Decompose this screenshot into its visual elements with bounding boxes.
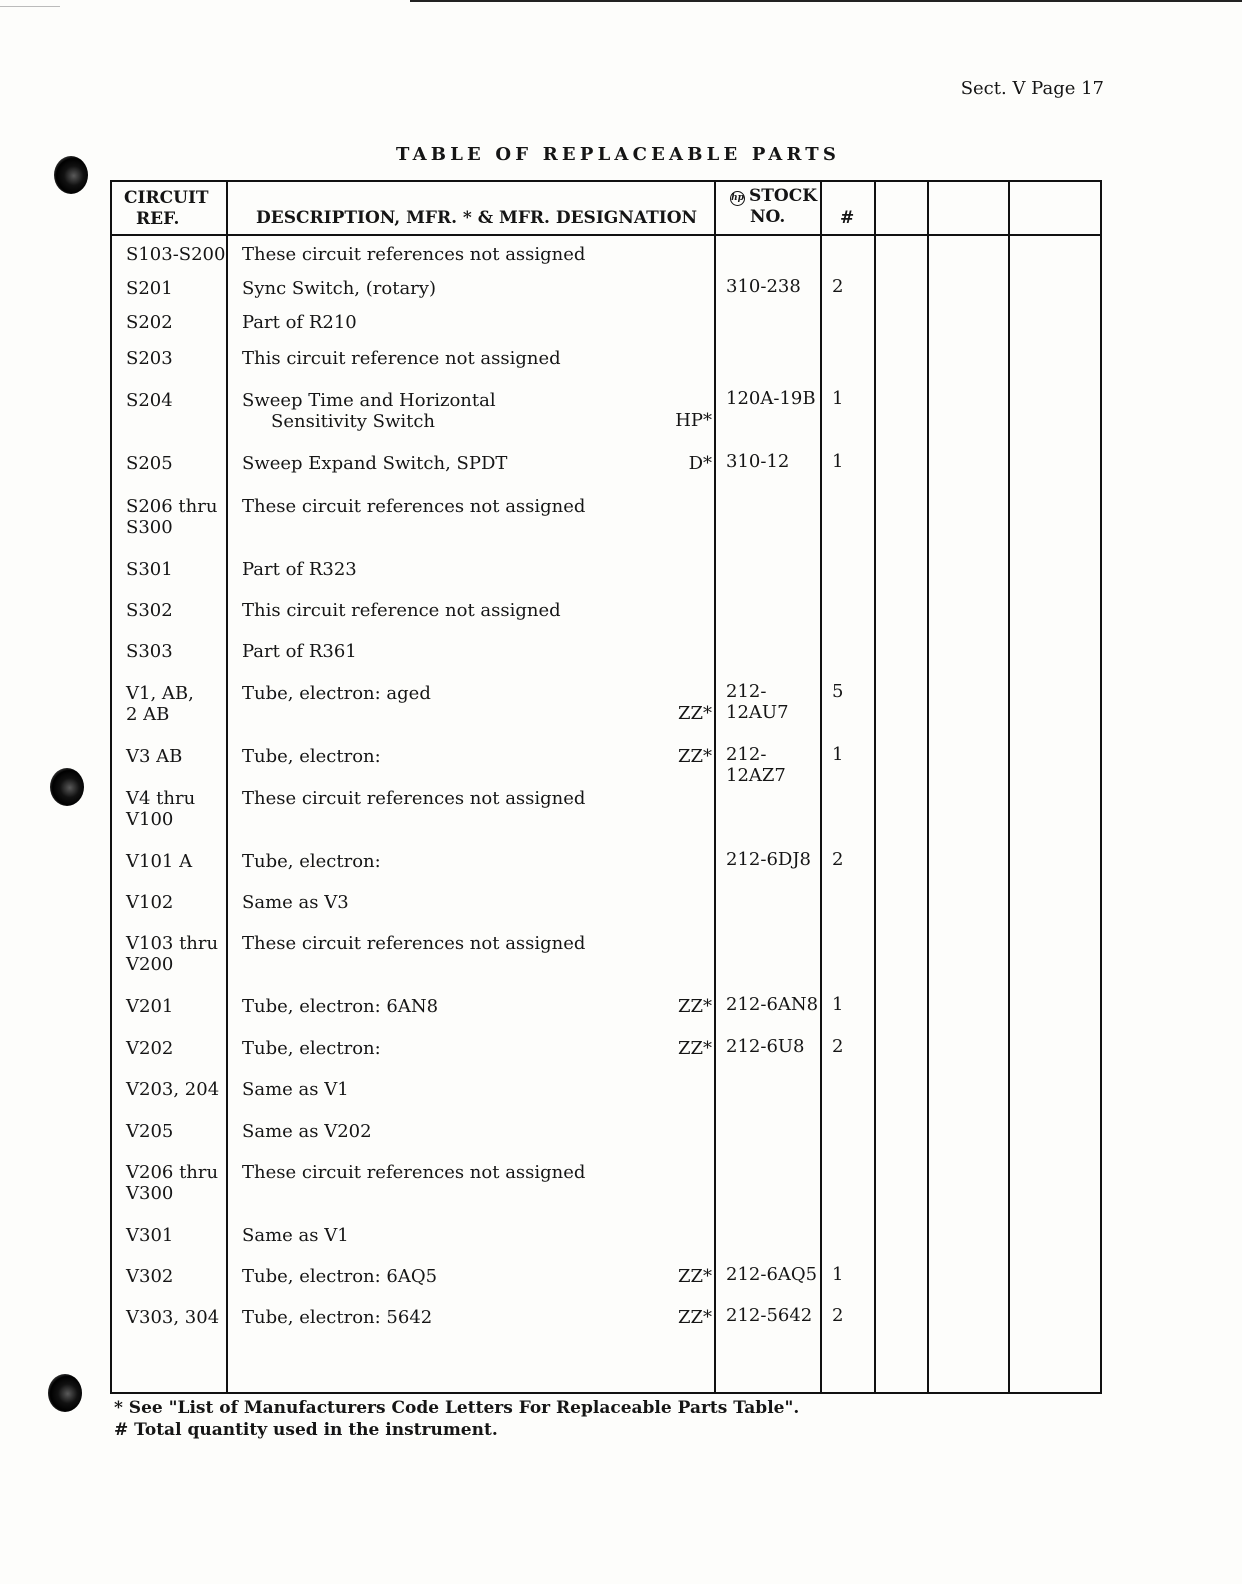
circuit-ref bbox=[126, 559, 234, 580]
description-line: Tube, electron: 6AN8 bbox=[242, 996, 439, 1017]
stock-number: 212-6U8 bbox=[726, 1036, 805, 1057]
circuit-ref-line: V201 bbox=[126, 996, 174, 1017]
description bbox=[242, 1225, 672, 1246]
manufacturer-code: HP* bbox=[675, 410, 712, 431]
description bbox=[242, 496, 672, 517]
description bbox=[242, 683, 672, 704]
table-row bbox=[112, 453, 1104, 495]
description-line: Sensitivity Switch bbox=[271, 411, 436, 432]
circuit-ref-line: V300 bbox=[126, 1183, 174, 1204]
scan-top-edge-left bbox=[0, 6, 60, 7]
quantity: 5 bbox=[832, 681, 844, 702]
circuit-ref-line: V103 thru bbox=[126, 933, 219, 954]
description-line: Same as V1 bbox=[242, 1079, 349, 1100]
description-line: Part of R323 bbox=[242, 559, 357, 580]
description-line: This circuit reference not assigned bbox=[242, 348, 561, 369]
quantity: 2 bbox=[832, 849, 844, 870]
description bbox=[242, 892, 672, 913]
column-header-circuit-ref: CIRCUIT REF. bbox=[124, 188, 209, 229]
circuit-ref-line: V102 bbox=[126, 892, 174, 913]
description-line: Part of R361 bbox=[242, 641, 357, 662]
manufacturer-code: ZZ* bbox=[677, 1266, 712, 1287]
parts-table bbox=[110, 180, 1102, 1394]
description bbox=[242, 244, 672, 265]
circuit-ref bbox=[126, 496, 234, 538]
stock-number: 212-5642 bbox=[726, 1305, 813, 1326]
scan-top-edge bbox=[410, 0, 1242, 2]
quantity: 1 bbox=[832, 1264, 844, 1285]
description bbox=[242, 312, 672, 333]
circuit-ref-line: S103-S200 bbox=[126, 244, 226, 265]
circuit-ref bbox=[126, 892, 234, 913]
description bbox=[242, 453, 672, 474]
circuit-ref-line: V303, 304 bbox=[126, 1307, 220, 1328]
description-line: These circuit references not assigned bbox=[242, 1162, 586, 1183]
table-row bbox=[112, 1266, 1104, 1308]
description-line: Same as V1 bbox=[242, 1225, 349, 1246]
manufacturer-code: ZZ* bbox=[677, 703, 712, 724]
circuit-ref-line: S201 bbox=[126, 278, 173, 299]
quantity: 1 bbox=[832, 388, 844, 409]
circuit-ref-line: S302 bbox=[126, 600, 173, 621]
circuit-ref bbox=[126, 312, 234, 333]
table-row bbox=[112, 1121, 1104, 1163]
description-line: These circuit references not assigned bbox=[242, 496, 586, 517]
table-row bbox=[112, 892, 1104, 934]
description bbox=[242, 996, 672, 1017]
description bbox=[242, 746, 672, 767]
table-row bbox=[112, 933, 1104, 975]
manufacturer-code: D* bbox=[688, 453, 712, 474]
description bbox=[242, 1307, 672, 1328]
description bbox=[242, 390, 672, 432]
manufacturer-code: ZZ* bbox=[677, 1038, 712, 1059]
circuit-ref bbox=[126, 1121, 234, 1142]
manufacturer-code: ZZ* bbox=[677, 746, 712, 767]
circuit-ref-line: S205 bbox=[126, 453, 173, 474]
circuit-ref bbox=[126, 348, 234, 369]
description-line: Tube, electron: 5642 bbox=[242, 1307, 433, 1328]
circuit-ref-line: V3 AB bbox=[126, 746, 183, 767]
footnote-manufacturer-codes: * See "List of Manufacturers Code Letters For Replaceable Parts Table". bbox=[114, 1398, 800, 1418]
column-header-quantity: # bbox=[840, 208, 855, 228]
quantity: 1 bbox=[832, 994, 844, 1015]
circuit-ref bbox=[126, 788, 234, 830]
circuit-ref-line: S303 bbox=[126, 641, 173, 662]
table-row bbox=[112, 559, 1104, 601]
circuit-ref-line: S203 bbox=[126, 348, 173, 369]
description-line: These circuit references not assigned bbox=[242, 788, 586, 809]
circuit-ref bbox=[126, 278, 234, 299]
quantity: 1 bbox=[832, 451, 844, 472]
description bbox=[242, 1038, 672, 1059]
table-row bbox=[112, 851, 1104, 893]
circuit-ref-line: V101 A bbox=[126, 851, 193, 872]
stock-number: 212-12AU7 bbox=[726, 681, 789, 723]
description bbox=[242, 278, 672, 299]
stock-number: 212-6AN8 bbox=[726, 994, 819, 1015]
description-line: Same as V202 bbox=[242, 1121, 372, 1142]
table-row bbox=[112, 600, 1104, 642]
circuit-ref-line: V302 bbox=[126, 1266, 174, 1287]
circuit-ref-line: S206 thru bbox=[126, 496, 218, 517]
description bbox=[242, 1162, 672, 1183]
table-row bbox=[112, 683, 1104, 725]
table-row bbox=[112, 1225, 1104, 1267]
description bbox=[242, 348, 672, 369]
table-row bbox=[112, 788, 1104, 830]
stock-number: 212-6DJ8 bbox=[726, 849, 811, 870]
circuit-ref bbox=[126, 600, 234, 621]
description-line: Sweep Time and Horizontal bbox=[242, 390, 496, 411]
description bbox=[242, 788, 672, 809]
table-row bbox=[112, 1079, 1104, 1121]
circuit-ref bbox=[126, 683, 234, 725]
circuit-ref-line: S202 bbox=[126, 312, 173, 333]
table-row bbox=[112, 996, 1104, 1038]
circuit-ref bbox=[126, 933, 234, 975]
page-header: Sect. V Page 17 bbox=[960, 78, 1104, 99]
page-title: TABLE OF REPLACEABLE PARTS bbox=[396, 144, 841, 165]
hp-logo-icon: hp bbox=[730, 191, 745, 206]
stock-number: 212-12AZ7 bbox=[726, 744, 786, 786]
description bbox=[242, 600, 672, 621]
quantity: 2 bbox=[832, 1036, 844, 1057]
circuit-ref bbox=[126, 390, 234, 411]
manufacturer-code: ZZ* bbox=[677, 1307, 712, 1328]
table-row bbox=[112, 348, 1104, 390]
description-line: Tube, electron: bbox=[242, 1038, 381, 1059]
circuit-ref bbox=[126, 244, 234, 265]
table-row bbox=[112, 1307, 1104, 1349]
column-header-description: DESCRIPTION, MFR. * & MFR. DESIGNATION bbox=[256, 208, 698, 228]
circuit-ref-line: V1, AB, bbox=[126, 683, 194, 704]
stock-number: 310-238 bbox=[726, 276, 801, 297]
binder-hole bbox=[48, 1374, 82, 1412]
description-line: Tube, electron: bbox=[242, 851, 381, 872]
circuit-ref bbox=[126, 1307, 234, 1328]
description-line: Tube, electron: bbox=[242, 746, 381, 767]
circuit-ref-line: S301 bbox=[126, 559, 173, 580]
description bbox=[242, 851, 672, 872]
table-row bbox=[112, 1162, 1104, 1204]
circuit-ref bbox=[126, 1038, 234, 1059]
manufacturer-code: ZZ* bbox=[677, 996, 712, 1017]
circuit-ref bbox=[126, 1079, 234, 1100]
quantity: 2 bbox=[832, 276, 844, 297]
description bbox=[242, 933, 672, 954]
description bbox=[242, 559, 672, 580]
circuit-ref-line: V205 bbox=[126, 1121, 174, 1142]
circuit-ref-line: V4 thru bbox=[126, 788, 196, 809]
description-line: Part of R210 bbox=[242, 312, 357, 333]
circuit-ref-line: V100 bbox=[126, 809, 174, 830]
footnotes bbox=[114, 1397, 799, 1441]
stock-number: 120A-19B bbox=[726, 388, 816, 409]
circuit-ref-line: V301 bbox=[126, 1225, 174, 1246]
circuit-ref-line: V203, 204 bbox=[126, 1079, 220, 1100]
stock-number: 212-6AQ5 bbox=[726, 1264, 818, 1285]
circuit-ref bbox=[126, 1162, 234, 1204]
description-line: This circuit reference not assigned bbox=[242, 600, 561, 621]
circuit-ref-line: V206 thru bbox=[126, 1162, 219, 1183]
circuit-ref-line: S300 bbox=[126, 517, 173, 538]
circuit-ref-line: V200 bbox=[126, 954, 174, 975]
circuit-ref bbox=[126, 851, 234, 872]
binder-hole bbox=[50, 768, 84, 806]
description bbox=[242, 1121, 672, 1142]
circuit-ref bbox=[126, 746, 234, 767]
table-row bbox=[112, 496, 1104, 538]
table-row bbox=[112, 746, 1104, 788]
binder-hole bbox=[54, 156, 88, 194]
quantity: 1 bbox=[832, 744, 844, 765]
description bbox=[242, 1079, 672, 1100]
description-line: These circuit references not assigned bbox=[242, 244, 586, 265]
circuit-ref-line: S204 bbox=[126, 390, 173, 411]
circuit-ref bbox=[126, 641, 234, 662]
description-line: Tube, electron: 6AQ5 bbox=[242, 1266, 438, 1287]
circuit-ref bbox=[126, 1266, 234, 1287]
quantity: 2 bbox=[832, 1305, 844, 1326]
description-line: Sync Switch, (rotary) bbox=[242, 278, 436, 299]
circuit-ref bbox=[126, 1225, 234, 1246]
description bbox=[242, 641, 672, 662]
circuit-ref bbox=[126, 453, 234, 474]
description-line: These circuit references not assigned bbox=[242, 933, 586, 954]
header-divider bbox=[112, 234, 1100, 236]
description-line: Tube, electron: aged bbox=[242, 683, 431, 704]
table-row bbox=[112, 1038, 1104, 1080]
footnote-total-quantity: # Total quantity used in the instrument. bbox=[114, 1420, 498, 1440]
column-header-stock-no: hp STOCK NO. bbox=[731, 186, 818, 227]
description-line: Same as V3 bbox=[242, 892, 349, 913]
description bbox=[242, 1266, 672, 1287]
circuit-ref-line: 2 AB bbox=[126, 704, 170, 725]
stock-number: 310-12 bbox=[726, 451, 790, 472]
table-row bbox=[112, 641, 1104, 683]
circuit-ref bbox=[126, 996, 234, 1017]
table-row bbox=[112, 390, 1104, 432]
description-line: Sweep Expand Switch, SPDT bbox=[242, 453, 508, 474]
circuit-ref-line: V202 bbox=[126, 1038, 174, 1059]
